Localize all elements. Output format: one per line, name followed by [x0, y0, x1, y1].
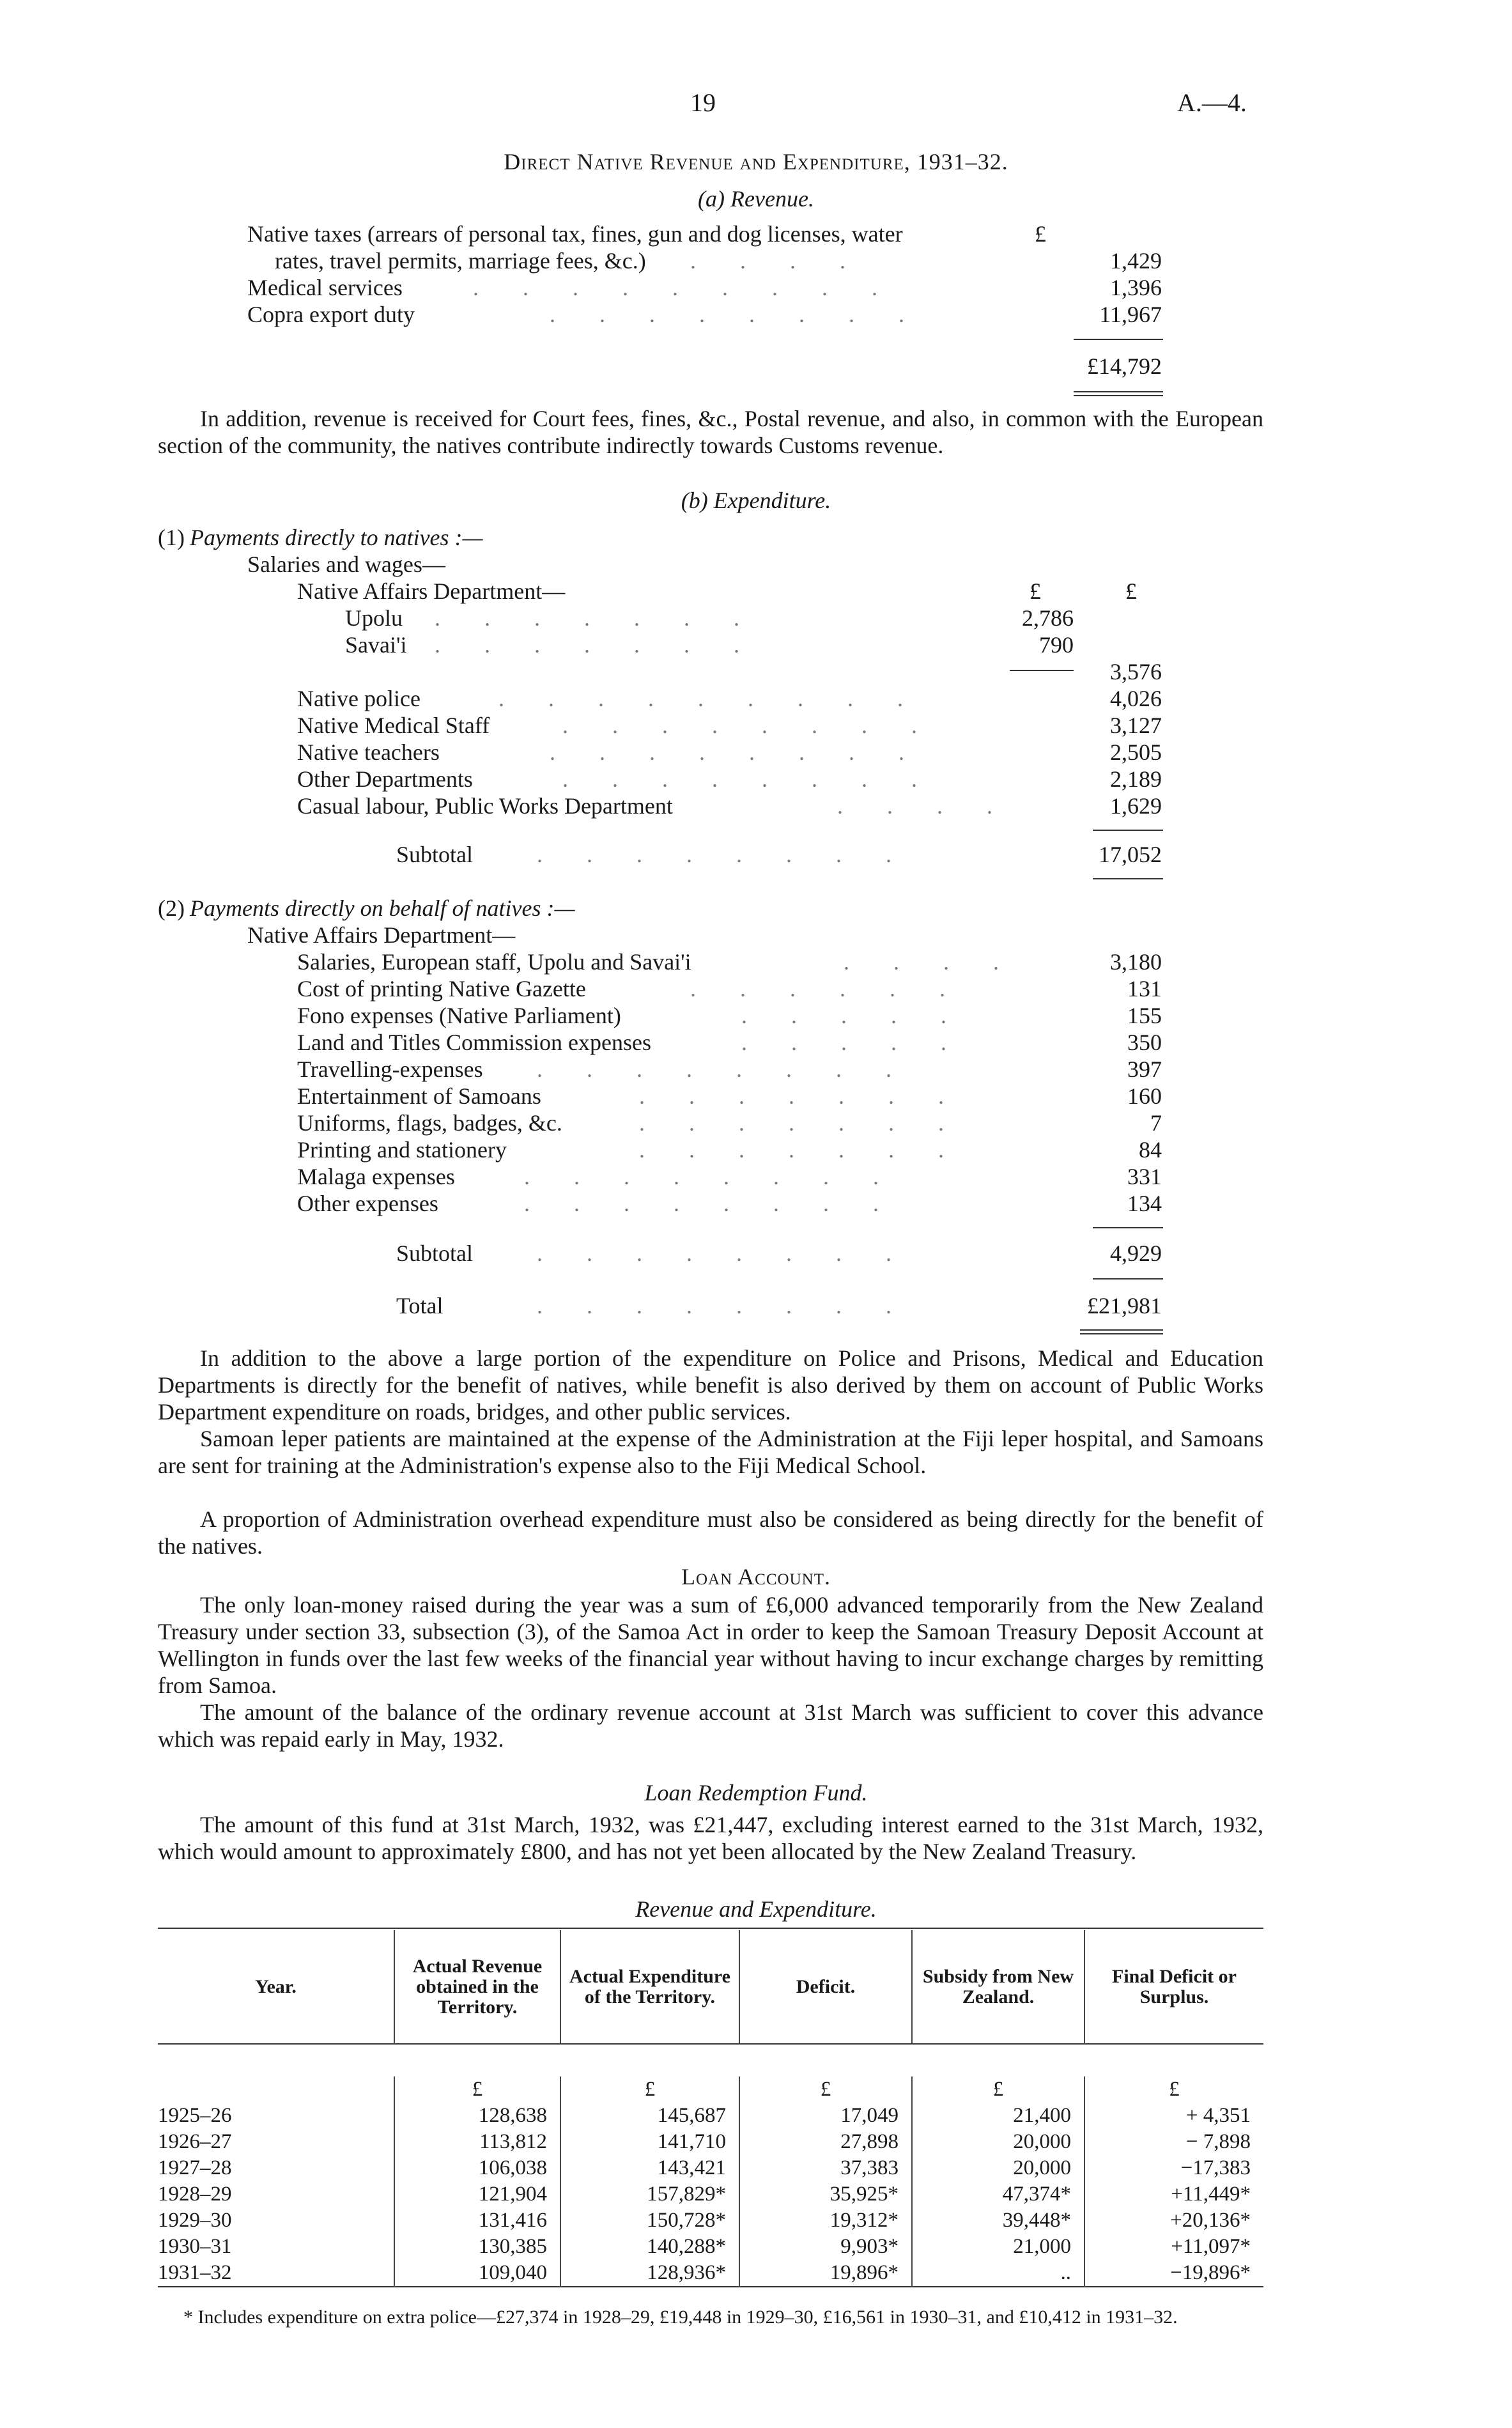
table-cell: 145,687: [560, 2103, 739, 2129]
revenue-expenditure-table: [158, 1930, 1263, 2290]
table-cell: 27,898: [739, 2129, 912, 2155]
expense-label: Other expenses: [297, 1191, 438, 1216]
table-cell: − 7,898: [1084, 2129, 1263, 2155]
column-header: Year.: [255, 1976, 297, 1997]
document-reference: A.—4.: [1177, 88, 1247, 117]
expense-label: Native police: [297, 686, 420, 711]
table-cell: 1931–32: [158, 2261, 232, 2284]
expense-label: Savai'i: [345, 632, 407, 658]
leader-dots: . . . . . . . .: [562, 766, 936, 792]
unit-cell: £: [1084, 2076, 1263, 2103]
expense-label: Upolu: [345, 605, 403, 631]
subtotal-amount: 17,052: [1099, 842, 1162, 867]
table-cell: 9,903*: [739, 2234, 912, 2260]
table-cell: 128,936*: [560, 2260, 739, 2287]
leader-dots: . . . . . . . .: [537, 842, 911, 867]
page-title: Direct Native Revenue and Expenditure, 1931–32.: [504, 149, 1008, 174]
revenue-item-label: Medical services: [247, 275, 403, 300]
table-cell: 20,000: [912, 2129, 1084, 2155]
expense-subtotal: 3,576: [1110, 659, 1162, 684]
revenue-heading: (a) Revenue.: [698, 186, 814, 212]
expense-amount: 131: [1127, 976, 1162, 1001]
table-cell: 47,374*: [912, 2181, 1084, 2208]
expense-label: Fono expenses (Native Parliament): [297, 1003, 621, 1028]
table-cell: 140,288*: [560, 2234, 739, 2260]
subtotal-label: Subtotal: [396, 1241, 474, 1266]
department-title: Native Affairs Department—: [297, 578, 566, 604]
table-cell: 21,400: [912, 2103, 1084, 2129]
unit-cell: [158, 2076, 394, 2103]
section-number: (1): [158, 525, 185, 550]
table-cell: 109,040: [394, 2260, 560, 2287]
table-row: [158, 2260, 1263, 2287]
expense-amount: 1,629: [1110, 793, 1162, 819]
table-row: [158, 2155, 1263, 2181]
table-cell: 143,421: [560, 2155, 739, 2181]
table-row: [158, 2129, 1263, 2155]
table-cell: 157,829*: [560, 2181, 739, 2208]
table-cell: ..: [912, 2260, 1084, 2287]
revenue-amount: 1,429: [1110, 248, 1162, 274]
table-cell: 19,312*: [739, 2208, 912, 2234]
leader-dots: . . . . . . . . .: [498, 686, 922, 711]
table-cell: −17,383: [1084, 2155, 1263, 2181]
expense-label: Casual labour, Public Works Department: [297, 793, 673, 819]
body-paragraph: The only loan-money raised during the year was a sum of £6,000 advanced temporarily from the New Zealand Treasury under section 33, subsection (3), of the Samoa Act in order to keep the Samoan Treasury Deposit Account at Wellington in funds over the last few weeks of the financial year without having to incur exchange charges by remitting from Samoa.: [158, 1592, 1263, 1698]
expense-amount: 2,786: [1022, 605, 1074, 631]
unit-cell: £: [394, 2076, 560, 2103]
expense-label: Travelling-expenses: [297, 1056, 483, 1082]
column-header: Actual Revenue obtained in the Territory.: [394, 1930, 560, 2044]
leader-dots: . . . . . . .: [435, 605, 759, 631]
divider: [1093, 1278, 1163, 1280]
leader-dots: . . . . . .: [690, 976, 964, 1001]
table-cell: +11,097*: [1084, 2234, 1263, 2260]
table-cell: 1928–29: [158, 2183, 232, 2206]
revenue-unit: £: [1035, 221, 1046, 247]
table-cell: 1930–31: [158, 2235, 232, 2258]
table-cell: 37,383: [739, 2155, 912, 2181]
table-cell: 1925–26: [158, 2104, 232, 2127]
leader-dots: . . . . . . . .: [550, 302, 923, 327]
expense-amount: 2,189: [1110, 766, 1162, 792]
table-cell: 131,416: [394, 2208, 560, 2234]
expense-amount: 3,127: [1110, 713, 1162, 738]
table-cell: 121,904: [394, 2181, 560, 2208]
revenue-amount: 11,967: [1099, 302, 1162, 327]
column-header: Subsidy from New Zealand.: [912, 1930, 1084, 2044]
expense-label: Malaga expenses: [297, 1164, 455, 1189]
table-cell: +20,136*: [1084, 2208, 1263, 2234]
revenue-item-label: Native taxes (arrears of personal tax, fines, gun and dog licenses, water: [247, 221, 903, 247]
section-title: Payments directly on behalf of natives :—: [190, 895, 575, 921]
leader-dots: . . . . . . . .: [562, 713, 936, 738]
expense-label: Native Medical Staff: [297, 713, 490, 738]
expenditure-heading: (b) Expenditure.: [681, 488, 831, 513]
expense-label: Native teachers: [297, 739, 440, 765]
leader-dots: . . . . . . .: [435, 632, 759, 658]
divider: [1074, 339, 1163, 340]
divider: [1074, 391, 1163, 392]
table-cell: 20,000: [912, 2155, 1084, 2181]
expense-amount: 155: [1127, 1003, 1162, 1028]
table-footnote: * Includes expenditure on extra police—£27,374 in 1928–29, £19,448 in 1929–30, £16,561 in 1930–31, and £10,412 in 1931–32.: [183, 2307, 1178, 2328]
expense-label: Cost of printing Native Gazette: [297, 976, 586, 1001]
expense-amount: 7: [1150, 1110, 1162, 1136]
body-paragraph: A proportion of Administration overhead expenditure must also be considered as being directly for the benefit of the natives.: [158, 1506, 1263, 1559]
section-number: (2): [158, 895, 185, 921]
leader-dots: . . . . . . . .: [537, 1293, 911, 1318]
total-label: Total: [396, 1293, 444, 1318]
revenue-item-label: rates, travel permits, marriage fees, &c.): [275, 248, 646, 274]
expense-amount: 2,505: [1110, 739, 1162, 765]
leader-dots: . . . . . . .: [639, 1083, 963, 1109]
expense-amount: 331: [1127, 1164, 1162, 1189]
table-cell: 1926–27: [158, 2130, 232, 2153]
expense-amount: 350: [1127, 1030, 1162, 1055]
unit-label: £: [1030, 578, 1041, 604]
subtotal-amount: 4,929: [1110, 1241, 1162, 1266]
expense-label: Entertainment of Samoans: [297, 1083, 541, 1109]
section-title: Payments directly to natives :—: [190, 525, 483, 550]
expense-amount: 3,180: [1110, 949, 1162, 975]
table-cell: 17,049: [739, 2103, 912, 2129]
table-cell: 1929–30: [158, 2209, 232, 2232]
section-heading: Loan Redemption Fund.: [644, 1780, 868, 1806]
subsection-title: Salaries and wages—: [247, 552, 445, 577]
table-heading: Revenue and Expenditure.: [635, 1896, 877, 1922]
table-cell: + 4,351: [1084, 2103, 1263, 2129]
expense-label: Salaries, European staff, Upolu and Savai'i: [297, 949, 691, 975]
table-cell: 1927–28: [158, 2156, 232, 2179]
expense-amount: 4,026: [1110, 686, 1162, 711]
table-row: [158, 2234, 1263, 2260]
body-paragraph: The amount of this fund at 31st March, 1932, was £21,447, excluding interest earned to the 31st March, 1932, which would amount to approximately £800, and has not yet been allocated by the New Zealand Treasury.: [158, 1812, 1263, 1864]
table-cell: 113,812: [394, 2129, 560, 2155]
table-top-rule: [158, 1928, 1263, 1929]
leader-dots: . . . . . . . .: [537, 1241, 911, 1266]
expense-amount: 84: [1139, 1137, 1162, 1163]
leader-dots: . . . . . . .: [639, 1137, 963, 1163]
expense-amount: 397: [1127, 1056, 1162, 1082]
table-cell: −19,896*: [1084, 2260, 1263, 2287]
leader-dots: . . . . . . . .: [524, 1191, 898, 1216]
leader-dots: . . . . . . . . .: [473, 275, 897, 300]
unit-cell: £: [912, 2076, 1084, 2103]
column-header: Actual Expenditure of the Territory.: [560, 1930, 739, 2044]
divider: [1093, 830, 1163, 831]
expense-label: Uniforms, flags, badges, &c.: [297, 1110, 562, 1136]
expense-label: Other Departments: [297, 766, 473, 792]
leader-dots: . . . . . . . .: [537, 1056, 911, 1082]
department-title: Native Affairs Department—: [247, 922, 516, 948]
divider: [1074, 395, 1163, 396]
leader-dots: . . . .: [837, 793, 1012, 819]
unit-row: [158, 2076, 1263, 2103]
table-cell: 150,728*: [560, 2208, 739, 2234]
table-cell: +11,449*: [1084, 2181, 1263, 2208]
column-header: Deficit.: [739, 1930, 912, 2044]
leader-dots: . . . .: [690, 248, 865, 274]
body-paragraph: In addition to the above a large portion of the expenditure on Police and Prisons, Medical and Education Departments is directly for the benefit of natives, while benefit is also derived by them on account of Public Works Department expenditure on roads, bridges, and other public services.: [158, 1345, 1263, 1425]
revenue-item-label: Copra export duty: [247, 302, 415, 327]
unit-cell: £: [739, 2076, 912, 2103]
leader-dots: . . . . . . . .: [524, 1164, 898, 1189]
divider: [1080, 1333, 1163, 1334]
table-cell: 21,000: [912, 2234, 1084, 2260]
expense-label: Printing and stationery: [297, 1137, 507, 1163]
body-paragraph: The amount of the balance of the ordinary revenue account at 31st March was sufficient to cover this advance which was repaid early in May, 1932.: [158, 1699, 1263, 1752]
section-heading: Loan Account.: [681, 1564, 831, 1589]
page-number: 19: [690, 88, 716, 117]
unit-cell: £: [560, 2076, 739, 2103]
divider: [1093, 878, 1163, 879]
table-header-row: [158, 1930, 1263, 2044]
unit-label: £: [1125, 578, 1137, 604]
body-paragraph: Samoan leper patients are maintained at the expense of the Administration at the Fiji leper hospital, and Samoans are sent for training at the Administration's expense also to the Fiji Medical School.: [158, 1426, 1263, 1478]
table-row: [158, 2103, 1263, 2129]
table-row: [158, 2181, 1263, 2208]
table-cell: 19,896*: [739, 2260, 912, 2287]
leader-dots: . . . .: [844, 949, 1018, 975]
expense-amount: 790: [1039, 632, 1074, 658]
revenue-note: In addition, revenue is received for Court fees, fines, &c., Postal revenue, and also, in common with the European section of the community, the natives contribute indirectly towards Customs revenue.: [158, 406, 1263, 458]
subtotal-label: Subtotal: [396, 842, 474, 867]
expense-amount: 160: [1127, 1083, 1162, 1109]
leader-dots: . . . . . . . .: [550, 739, 923, 765]
column-header: Final Deficit or Surplus.: [1084, 1930, 1263, 2044]
revenue-amount: 1,396: [1110, 275, 1162, 300]
table-cell: 128,638: [394, 2103, 560, 2129]
leader-dots: . . . . .: [741, 1030, 966, 1055]
table-cell: 141,710: [560, 2129, 739, 2155]
table-cell: 130,385: [394, 2234, 560, 2260]
table-cell: 39,448*: [912, 2208, 1084, 2234]
divider: [1080, 1329, 1163, 1331]
expense-label: Land and Titles Commission expenses: [297, 1030, 652, 1055]
revenue-total: £14,792: [1087, 353, 1162, 379]
table-cell: 106,038: [394, 2155, 560, 2181]
leader-dots: . . . . . . .: [639, 1110, 963, 1136]
total-amount: £21,981: [1087, 1293, 1162, 1318]
table-cell: 35,925*: [739, 2181, 912, 2208]
table-row: [158, 2208, 1263, 2234]
divider: [1093, 1227, 1163, 1228]
expense-amount: 134: [1127, 1191, 1162, 1216]
leader-dots: . . . . .: [741, 1003, 966, 1028]
